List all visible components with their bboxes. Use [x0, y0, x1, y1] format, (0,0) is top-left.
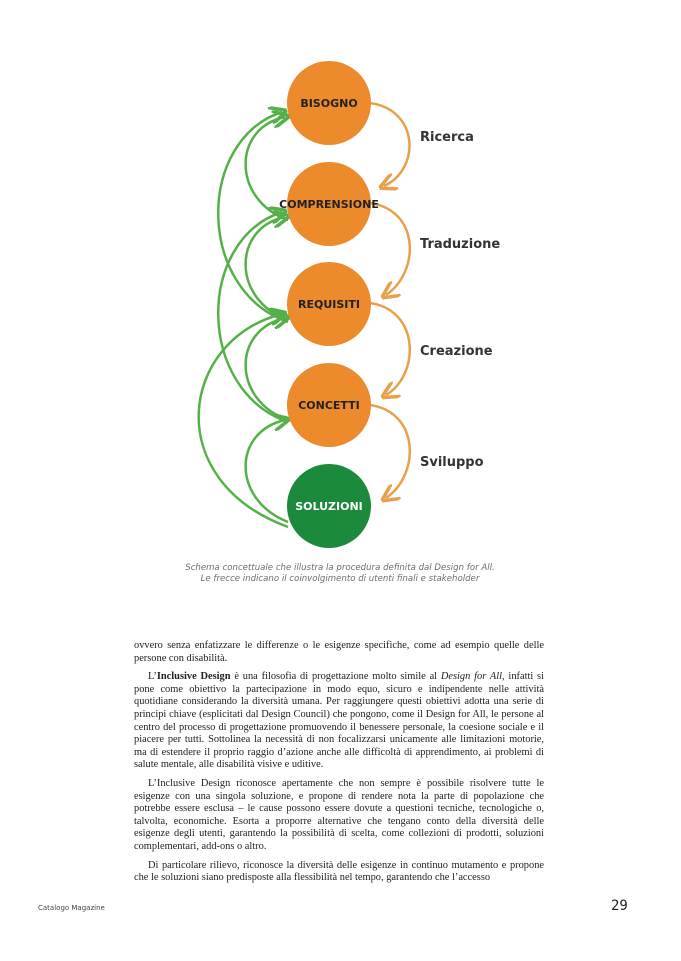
- paragraph-1: ovvero senza enfatizzare le differenze o le esigenze specifiche, come ad esempio quelle delle persone con disabilità.: [134, 640, 544, 664]
- paragraph-2-rest: , infatti si pone come obiettivo la partecipazione in modo equo, sicuro e indipendente nelle attività quotidiane considerando la diversità umana. Per raggiungere questi obiettivi adotta una serie di principi chiave (esplicitati dal Design Council) che pongono, come il Design for All, le persone al centro del processo di progettazione promuovendo il benessere personale, la coesione sociale e il piacere per tutti. Sottolinea la necessità di non focalizzarsi unicamente alle limitazioni motorie, ma di estendere il proprio raggio d’azione anche alle difficoltà di apprendimento, ai problemi di salute mentale, alle disabilità visive e uditive.: [134, 671, 544, 771]
- figure-caption: [140, 563, 540, 585]
- caption-line-2: Le frecce indicano il coinvolgimento di utenti finali e stakeholder: [200, 574, 480, 584]
- paragraph-2-mid: è una filosofia di progettazione molto simile al: [230, 671, 441, 683]
- green-arrow-soluzioni-to-concetti: [246, 420, 288, 522]
- step-label-sviluppo: Sviluppo: [420, 455, 484, 470]
- orange-arrow-traduzione: [370, 203, 410, 295]
- green-arrow-soluzioni-to-requisiti: [199, 314, 288, 527]
- orange-arrow-creazione: [370, 303, 410, 395]
- step-label-ricerca: Ricerca: [420, 130, 474, 145]
- page-number: 29: [611, 898, 628, 914]
- orange-arrow-sviluppo: [370, 405, 410, 498]
- green-arrow-concetti-to-requisiti: [246, 318, 288, 420]
- node-soluzioni-label: SOLUZIONI: [295, 500, 363, 513]
- node-concetti-label: CONCETTI: [298, 399, 360, 412]
- paragraph-2-lead: L’: [148, 671, 157, 683]
- green-arrow-requisiti-to-comprensione: [246, 217, 288, 320]
- orange-arrow-ricerca: [370, 103, 409, 186]
- node-requisiti-label: REQUISITI: [298, 298, 360, 311]
- inclusive-design-term: Inclusive Design: [156, 671, 231, 683]
- caption-line-1: Schema concettuale che illustra la procedura definita dal Design for All.: [185, 563, 495, 573]
- node-bisogno-label: BISOGNO: [300, 97, 358, 110]
- paragraph-2: [134, 671, 544, 772]
- publication-name: Catalogo Magazine: [38, 904, 105, 912]
- paragraph-4: Di particolare rilievo, riconosce la diversità delle esigenze in continuo mutamento e propone che le soluzioni siano predisposte alla flessibilità nel tempo, garantendo che l’accesso: [134, 859, 544, 884]
- step-label-creazione: Creazione: [420, 344, 493, 359]
- node-comprensione-label: COMPRENSIONE: [279, 198, 379, 211]
- paragraph-3: L’Inclusive Design riconosce apertamente che non sempre è possibile risolvere tutte le esigenze con una singola soluzione, e propone di rendere nota la parte di popolazione che potrebbe essere esclusa – le cause possono essere dovute a questioni tecniche, tecnologiche o, talvolta, economiche. Esorta a proporre alternative che tengano conto della diversità delle esigenze degli utenti, garantendo la possibilità di scelta, come collezioni di prodotti, soluzioni complementari, add-ons o altro.: [134, 777, 544, 852]
- step-label-traduzione: Traduzione: [420, 237, 501, 252]
- design-for-all-term: Design for All: [440, 671, 503, 683]
- article-body: [134, 640, 544, 891]
